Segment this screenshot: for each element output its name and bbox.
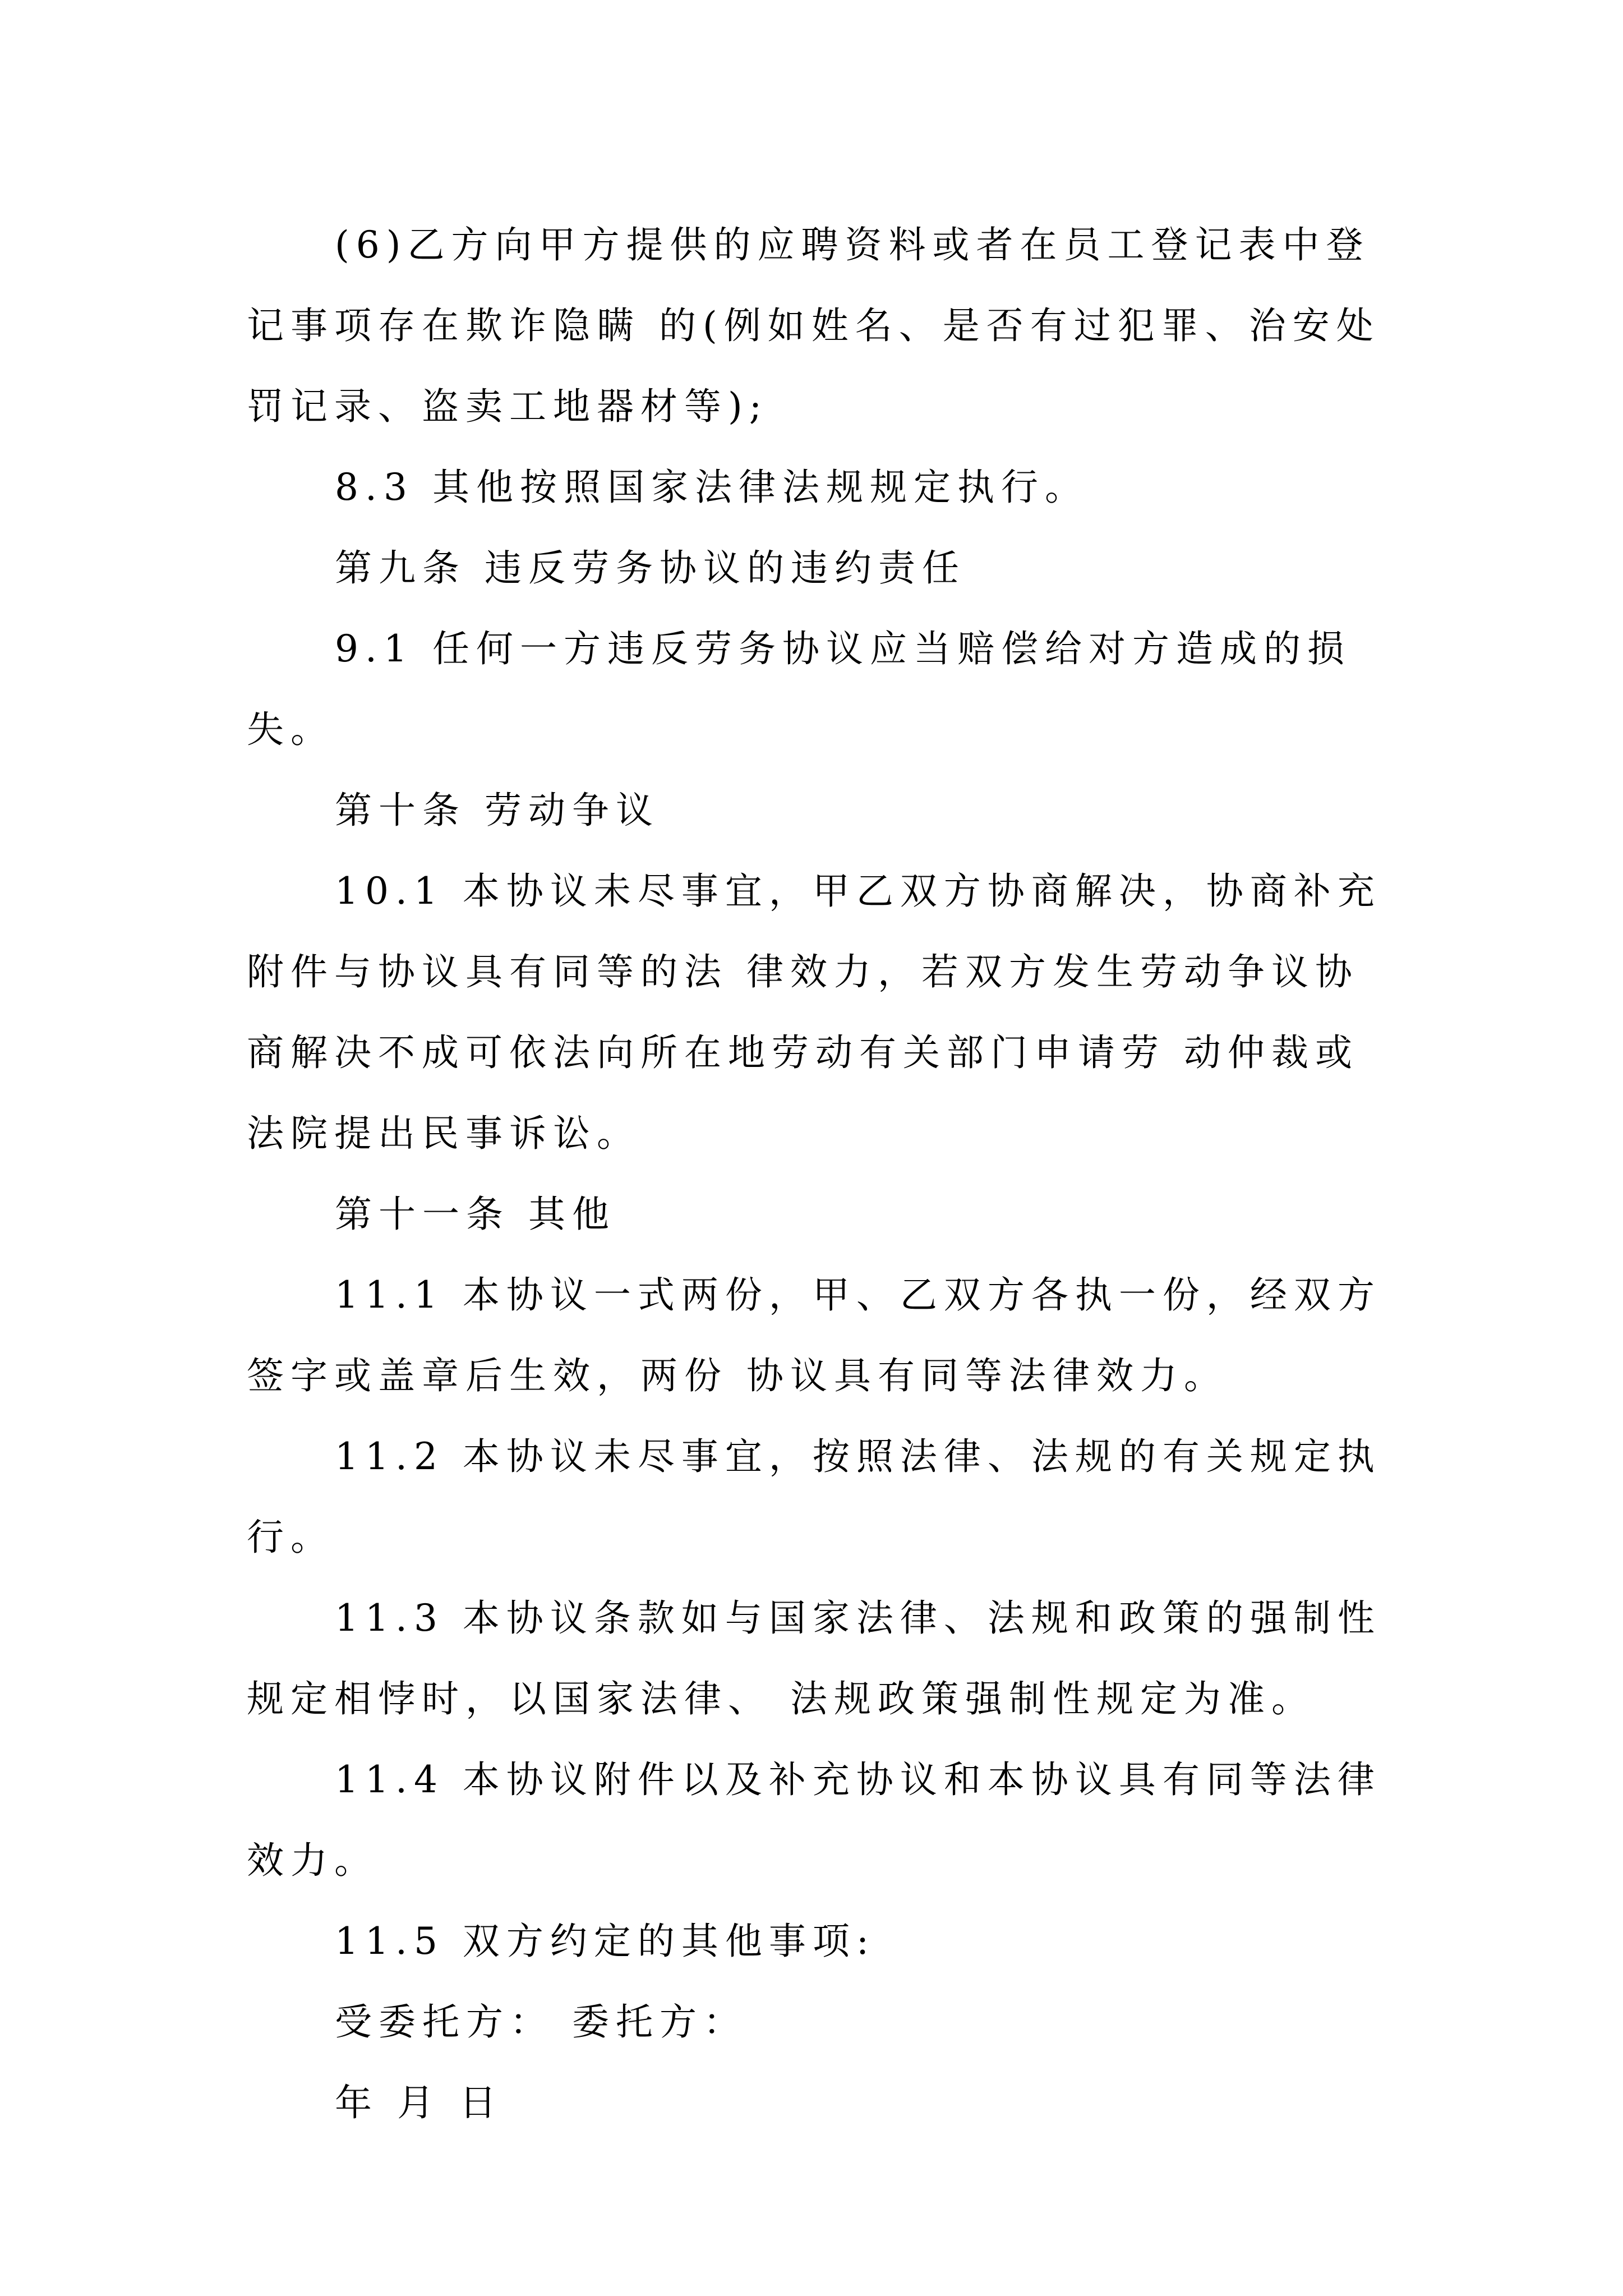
text-line-1: (6)乙方向甲方提供的应聘资料或者在员工登记表中登 <box>335 223 1370 266</box>
text-line-17: 行。 <box>247 1516 334 1559</box>
text-line-9: 10.1 本协议未尽事宜，甲乙双方协商解决，协商补充 <box>335 869 1381 913</box>
text-line-10: 附件与协议具有同等的法 律效力，若双方发生劳动争议协 <box>247 950 1359 993</box>
text-line-15: 签字或盖章后生效，两份 协议具有同等法律效力。 <box>247 1354 1228 1397</box>
text-line-18: 11.3 本协议条款如与国家法律、法规和政策的强制性 <box>335 1596 1381 1640</box>
section-heading-11: 第十一条 其他 <box>335 1193 616 1236</box>
section-heading-9: 第九条 违反劳务协议的违约责任 <box>335 546 966 590</box>
signature-line: 受委托方： 委托方： <box>335 2000 747 2044</box>
text-line-16: 11.2 本协议未尽事宜，按照法律、法规的有关规定执 <box>335 1435 1381 1478</box>
text-line-11: 商解决不成可依法向所在地劳动有关部门申请劳 动仲裁或 <box>247 1031 1359 1074</box>
text-line-4: 8.3 其他按照国家法律法规规定执行。 <box>335 466 1089 509</box>
text-line-20: 11.4 本协议附件以及补充协议和本协议具有同等法律 <box>335 1758 1381 1801</box>
text-line-14: 11.1 本协议一式两份，甲、乙双方各执一份，经双方 <box>335 1273 1381 1317</box>
text-line-22: 11.5 双方约定的其他事项: <box>335 1920 876 1963</box>
text-line-21: 效力。 <box>247 1839 378 1882</box>
date-line: 年 月 日 <box>335 2081 503 2124</box>
text-line-12: 法院提出民事诉讼。 <box>247 1112 640 1155</box>
text-line-6: 9.1 任何一方违反劳务协议应当赔偿给对方造成的损 <box>335 627 1351 670</box>
section-heading-10: 第十条 劳动争议 <box>335 789 660 832</box>
text-line-19: 规定相悖时，以国家法律、 法规政策强制性规定为准。 <box>247 1677 1315 1720</box>
text-line-7: 失。 <box>247 708 334 751</box>
text-line-2: 记事项存在欺诈隐瞒 的(例如姓名、是否有过犯罪、治安处 <box>247 304 1380 347</box>
text-line-3: 罚记录、盗卖工地器材等); <box>247 385 768 428</box>
